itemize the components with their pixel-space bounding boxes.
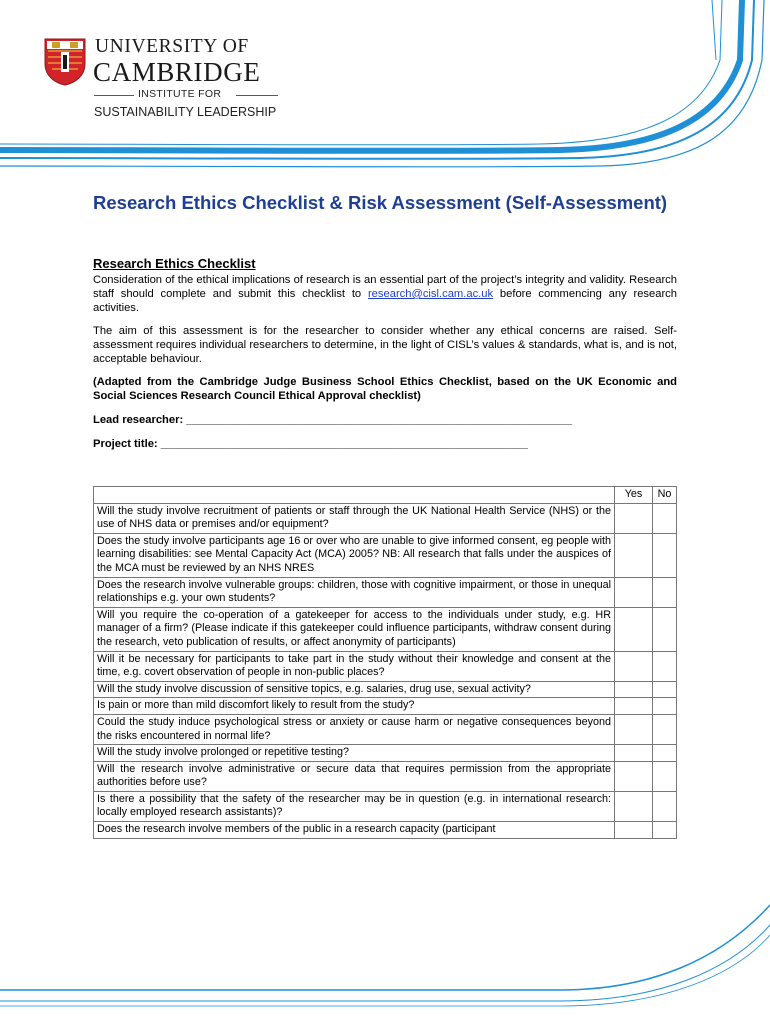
yes-answer-cell[interactable] (615, 791, 653, 821)
yes-answer-cell[interactable] (615, 607, 653, 651)
question-text: Will you require the co-operation of a gatekeeper for access to the individuals under study, e.g. HR manager of a firm? (Please indicate if this gatekeeper could influence participants, withdraw consent during the research, veto publication of results, or affect anonymity of participants) (94, 607, 615, 651)
table-row (94, 714, 677, 744)
yes-answer-cell[interactable] (615, 822, 653, 839)
question-text: Will it be necessary for participants to take part in the study without their knowledge and consent at the time, e.g. covert observation of people in non-public places? (94, 651, 615, 681)
page-title: Research Ethics Checklist & Risk Assessment (Self-Assessment) (93, 192, 668, 213)
question-text: Is pain or more than mild discomfort likely to result from the study? (94, 698, 615, 715)
no-answer-cell[interactable] (653, 822, 677, 839)
yes-answer-cell[interactable] (615, 745, 653, 762)
question-text: Does the research involve members of the public in a research capacity (participant (94, 822, 615, 839)
table-header-blank (94, 487, 615, 504)
table-row (94, 533, 677, 577)
question-text: Could the study induce psychological stress or anxiety or cause harm or negative consequences beyond the risks encountered in normal life? (94, 714, 615, 744)
question-text: Will the study involve prolonged or repetitive testing? (94, 745, 615, 762)
logo-rule-left (94, 95, 134, 96)
intro-paragraph (93, 273, 677, 315)
yes-answer-cell[interactable] (615, 503, 653, 533)
cambridge-cisl-logo (40, 38, 290, 122)
table-row (94, 681, 677, 698)
intro-text-end: before commencing any research activities. (93, 288, 677, 314)
no-answer-cell[interactable] (653, 533, 677, 577)
no-answer-cell[interactable] (653, 651, 677, 681)
adapted-note: (Adapted from the Cambridge Judge Business School Ethics Checklist, based on the UK Economic and Social Sciences Research Council Ethical Approval checklist) (93, 376, 677, 402)
table-row (94, 607, 677, 651)
yes-answer-cell[interactable] (615, 577, 653, 607)
table-row (94, 822, 677, 839)
yes-answer-cell[interactable] (615, 651, 653, 681)
no-column-header: No (653, 487, 677, 504)
question-text: Will the study involve recruitment of patients or staff through the UK National Health Service (NHS) or the use of NHS data or premises and/or equipment? (94, 503, 615, 533)
yes-answer-cell[interactable] (615, 533, 653, 577)
question-text: Is there a possibility that the safety of the researcher may be in question (e.g. in international research: locally employed research assistants)? (94, 791, 615, 821)
document-body (93, 257, 677, 451)
logo-institute-for: INSTITUTE FOR (138, 88, 222, 100)
ethics-checklist-table (93, 486, 677, 839)
table-row (94, 503, 677, 533)
lead-researcher-field[interactable]: Lead researcher: ______________________________________________________________ (93, 414, 573, 426)
project-title-field[interactable]: Project title: ___________________________________________________________ (93, 438, 528, 450)
table-header-row (94, 487, 677, 504)
no-answer-cell[interactable] (653, 761, 677, 791)
table-row (94, 745, 677, 762)
no-answer-cell[interactable] (653, 791, 677, 821)
logo-university-of: UNIVERSITY OF (95, 36, 249, 57)
question-text: Will the research involve administrative or secure data that requires permission from the appropriate authorities before use? (94, 761, 615, 791)
yes-answer-cell[interactable] (615, 698, 653, 715)
aim-paragraph: The aim of this assessment is for the researcher to consider whether any ethical concerns are raised. Self-assessment requires individual researchers to determine, in the light of CISL’s values & standards, what is, and is not, acceptable behaviour. (93, 325, 677, 365)
yes-answer-cell[interactable] (615, 681, 653, 698)
table-row (94, 577, 677, 607)
table-row (94, 698, 677, 715)
no-answer-cell[interactable] (653, 607, 677, 651)
question-text: Does the study involve participants age 16 or over who are unable to give informed consent, eg people with learning disabilities: see Mental Capacity Act (MCA) 2005? NB: All research that falls under the auspices of the MCA must be reviewed by an NHS NRES (94, 533, 615, 577)
question-text: Will the study involve discussion of sensitive topics, e.g. salaries, drug use, sexual activity? (94, 681, 615, 698)
no-answer-cell[interactable] (653, 681, 677, 698)
table-row (94, 791, 677, 821)
logo-sustainability-leadership: SUSTAINABILITY LEADERSHIP (94, 105, 277, 119)
yes-answer-cell[interactable] (615, 761, 653, 791)
no-answer-cell[interactable] (653, 714, 677, 744)
no-answer-cell[interactable] (653, 503, 677, 533)
yes-column-header: Yes (615, 487, 653, 504)
university-shield-icon (44, 38, 86, 86)
intro-text-start: Consideration of the ethical implications of research is an essential part of the project’s integrity and validity. Research staff should complete and submit this checklist to (93, 274, 677, 300)
no-answer-cell[interactable] (653, 577, 677, 607)
table-row (94, 651, 677, 681)
table-row (94, 761, 677, 791)
logo-rule-right (236, 95, 278, 96)
no-answer-cell[interactable] (653, 745, 677, 762)
logo-cambridge: CAMBRIDGE (93, 57, 261, 87)
no-answer-cell[interactable] (653, 698, 677, 715)
yes-answer-cell[interactable] (615, 714, 653, 744)
email-link[interactable]: research@cisl.cam.ac.uk (367, 288, 494, 300)
question-text: Does the research involve vulnerable groups: children, those with cognitive impairment, or those in unequal relationships e.g. your own students? (94, 577, 615, 607)
section-heading: Research Ethics Checklist (93, 256, 256, 271)
